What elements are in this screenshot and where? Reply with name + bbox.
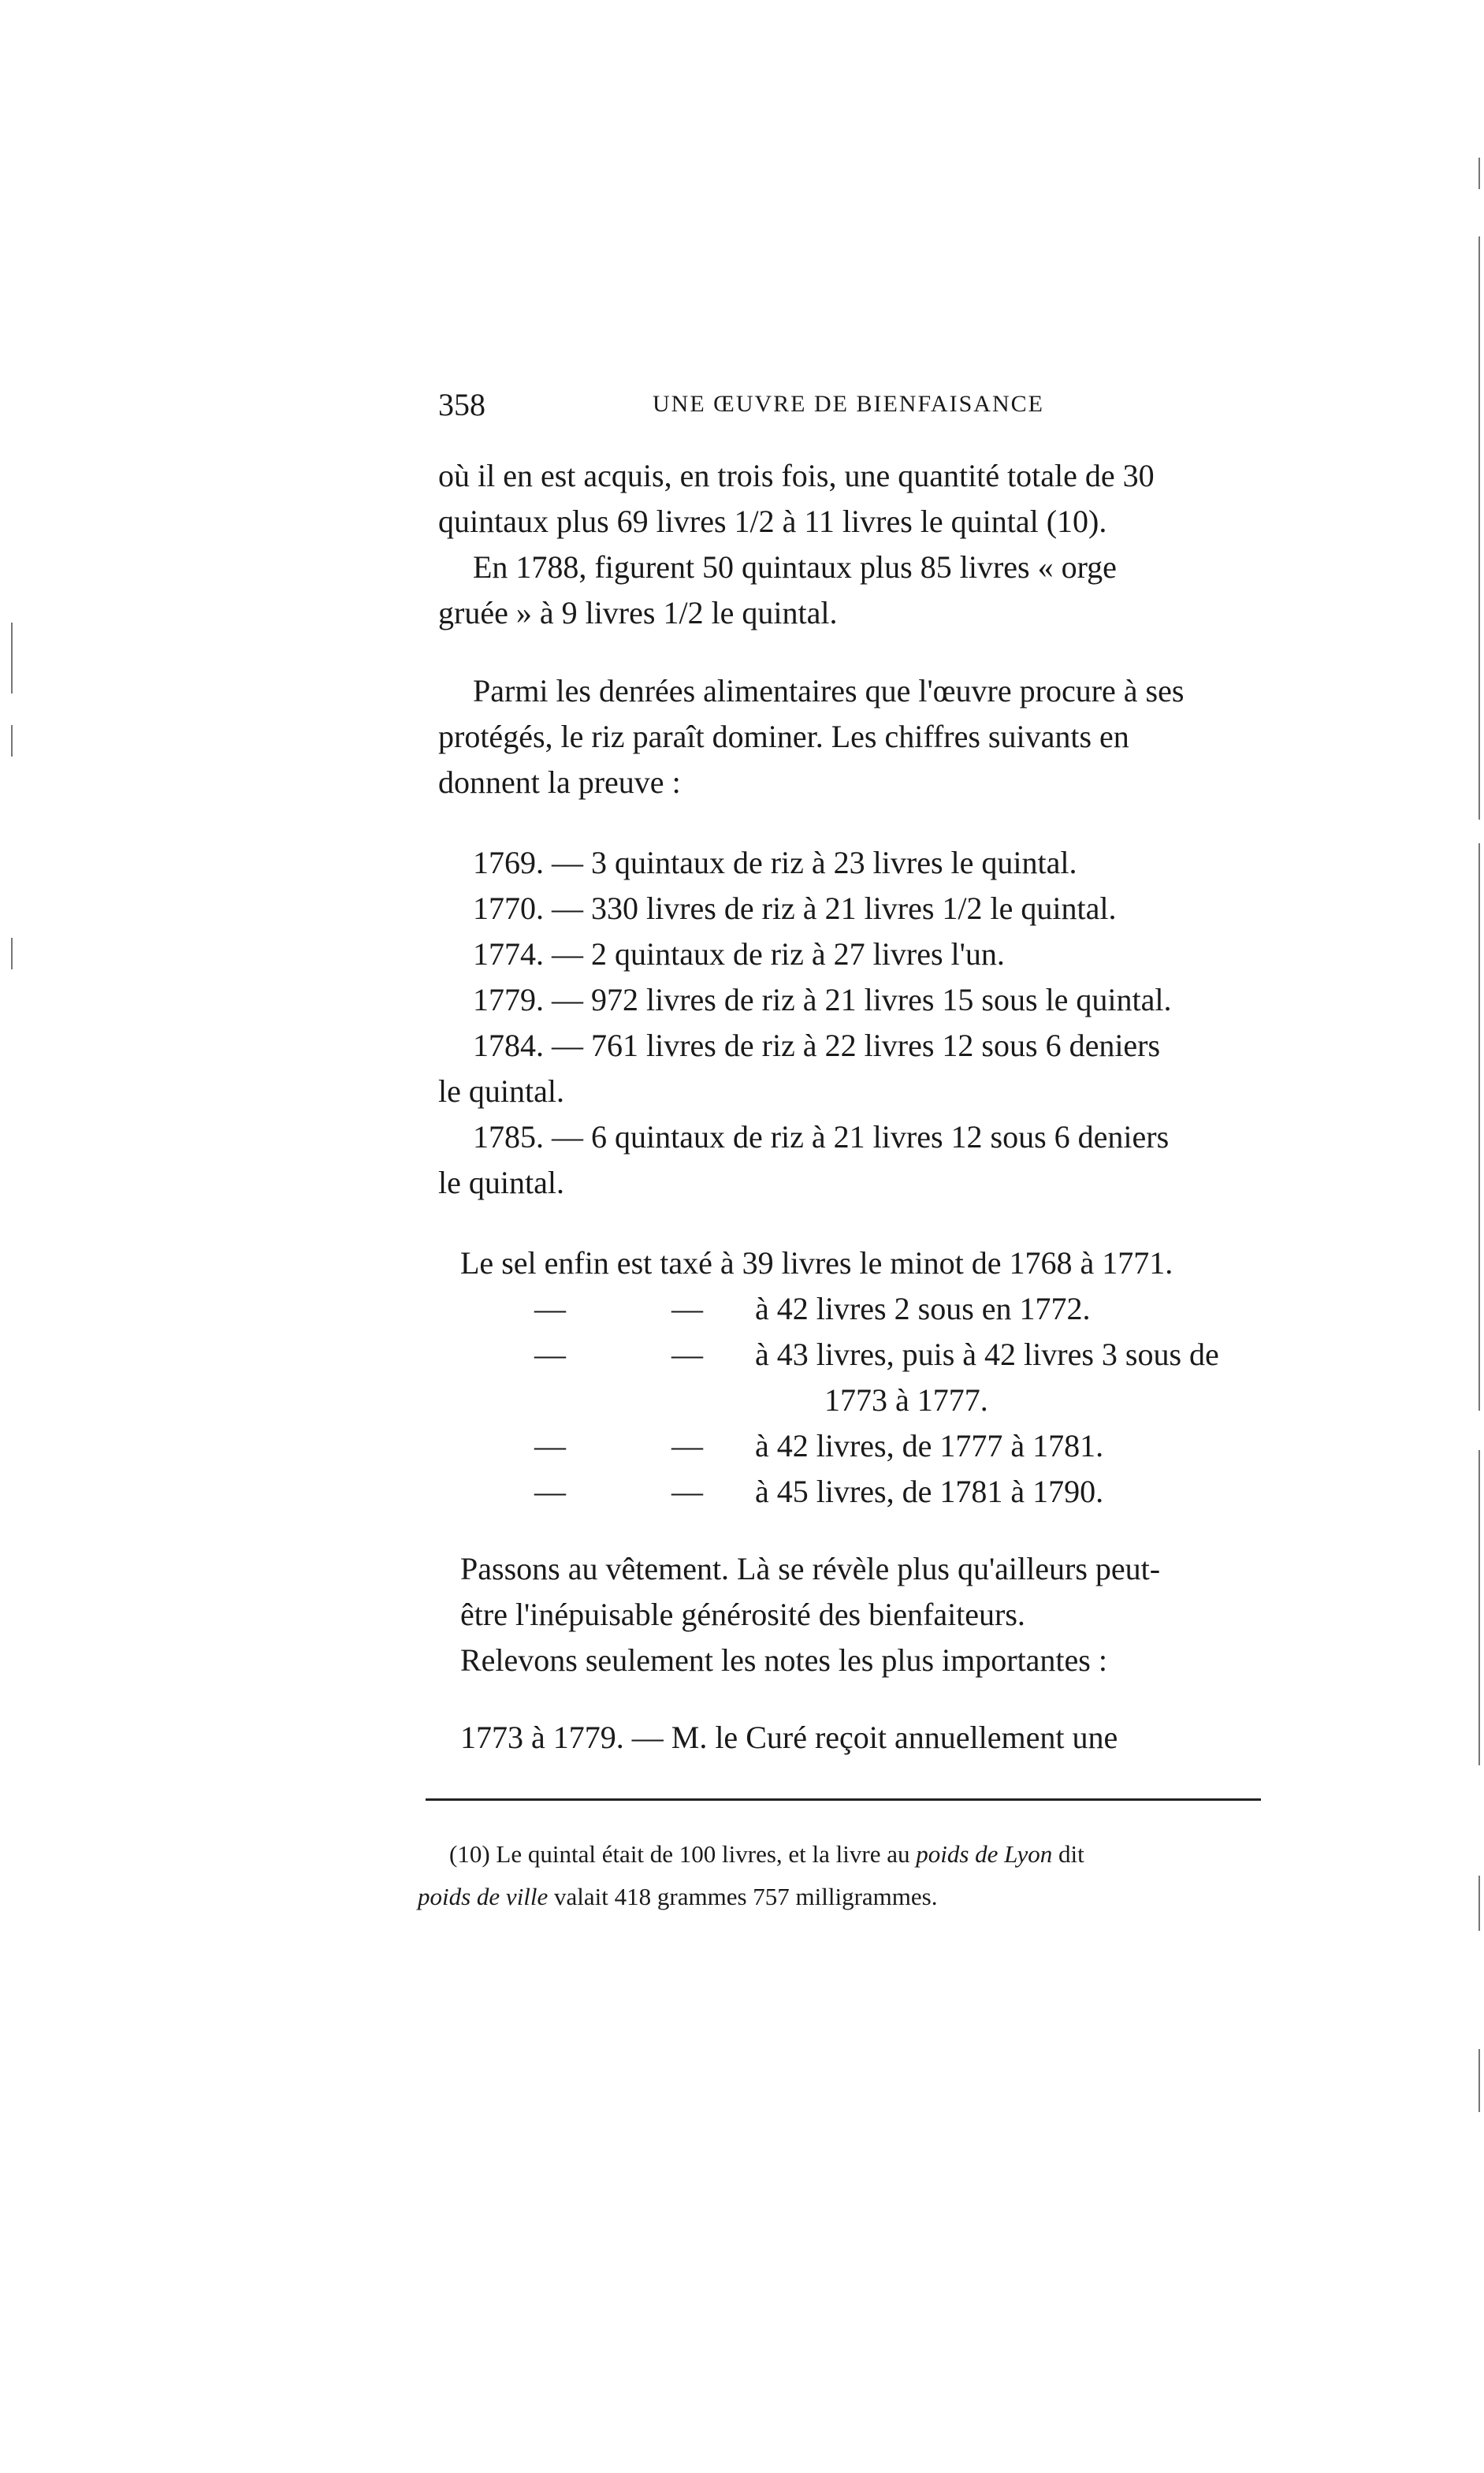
list-item: 1774. — 2 quintaux de riz à 27 livres l'un. [473, 936, 1005, 972]
footnote-line: (10) Le quintal était de 100 livres, et la livre au poids de Lyon dit [449, 1840, 1084, 1868]
text-line: quintaux plus 69 livres 1/2 à 11 livres le quintal (10). [438, 504, 1107, 539]
scan-mark [1478, 843, 1480, 1411]
salt-line: 1773 à 1777. [824, 1382, 988, 1418]
list-item: 1769. — 3 quintaux de riz à 23 livres le quintal. [473, 845, 1077, 880]
footnote-rule [426, 1798, 1261, 1801]
text-line: Parmi les denrées alimentaires que l'œuvre procure à ses [473, 673, 1185, 708]
scan-mark [1478, 236, 1480, 520]
text-line: gruée » à 9 livres 1/2 le quintal. [438, 595, 838, 630]
scan-mark [1478, 1876, 1480, 1931]
list-item: 1785. — 6 quintaux de riz à 21 livres 12 sous 6 deniers [473, 1119, 1170, 1155]
footnote-line: poids de ville valait 418 grammes 757 milligrammes. [418, 1883, 938, 1910]
ditto-dash: — [534, 1474, 566, 1509]
salt-line: Le sel enfin est taxé à 39 livres le minot de 1768 à 1771. [460, 1245, 1173, 1281]
text-line: protégés, le riz paraît dominer. Les chiffres suivants en [438, 719, 1129, 754]
ditto-dash: — [671, 1474, 703, 1509]
scan-mark [1478, 158, 1480, 189]
ditto-dash: — [671, 1337, 703, 1372]
text-line: où il en est acquis, en trois fois, une quantité totale de 30 [438, 458, 1155, 493]
running-head: UNE ŒUVRE DE BIENFAISANCE [653, 391, 1044, 417]
ditto-dash: — [534, 1337, 566, 1372]
ditto-dash: — [671, 1291, 703, 1326]
text-line: Passons au vêtement. Là se révèle plus qu'ailleurs peut- [460, 1551, 1161, 1586]
scan-mark [11, 725, 13, 757]
salt-line: à 45 livres, de 1781 à 1790. [755, 1474, 1104, 1509]
ditto-dash: — [671, 1428, 703, 1463]
page-number: 358 [438, 387, 485, 422]
list-item: 1770. — 330 livres de riz à 21 livres 1/2 le quintal. [473, 891, 1117, 926]
list-item: le quintal. [438, 1073, 564, 1109]
scan-mark [1478, 489, 1480, 820]
scan-mark [11, 938, 13, 969]
ditto-dash: — [534, 1428, 566, 1463]
text-line: donnent la preuve : [438, 764, 681, 800]
list-item: le quintal. [438, 1165, 564, 1200]
text-line: Relevons seulement les notes les plus importantes : [460, 1642, 1107, 1678]
scan-mark [11, 623, 13, 694]
scan-mark [1478, 1450, 1480, 1765]
list-item: 1779. — 972 livres de riz à 21 livres 15 sous le quintal. [473, 982, 1172, 1017]
text-line: 1773 à 1779. — M. le Curé reçoit annuellement une [460, 1720, 1118, 1755]
scan-mark [1478, 2049, 1480, 2112]
salt-line: à 42 livres 2 sous en 1772. [755, 1291, 1091, 1326]
ditto-dash: — [534, 1291, 566, 1326]
salt-line: à 42 livres, de 1777 à 1781. [755, 1428, 1104, 1463]
salt-line: à 43 livres, puis à 42 livres 3 sous de [755, 1337, 1219, 1372]
text-line: être l'inépuisable générosité des bienfaiteurs. [460, 1597, 1025, 1632]
text-line: En 1788, figurent 50 quintaux plus 85 livres « orge [473, 549, 1117, 585]
list-item: 1784. — 761 livres de riz à 22 livres 12 sous 6 deniers [473, 1028, 1161, 1063]
